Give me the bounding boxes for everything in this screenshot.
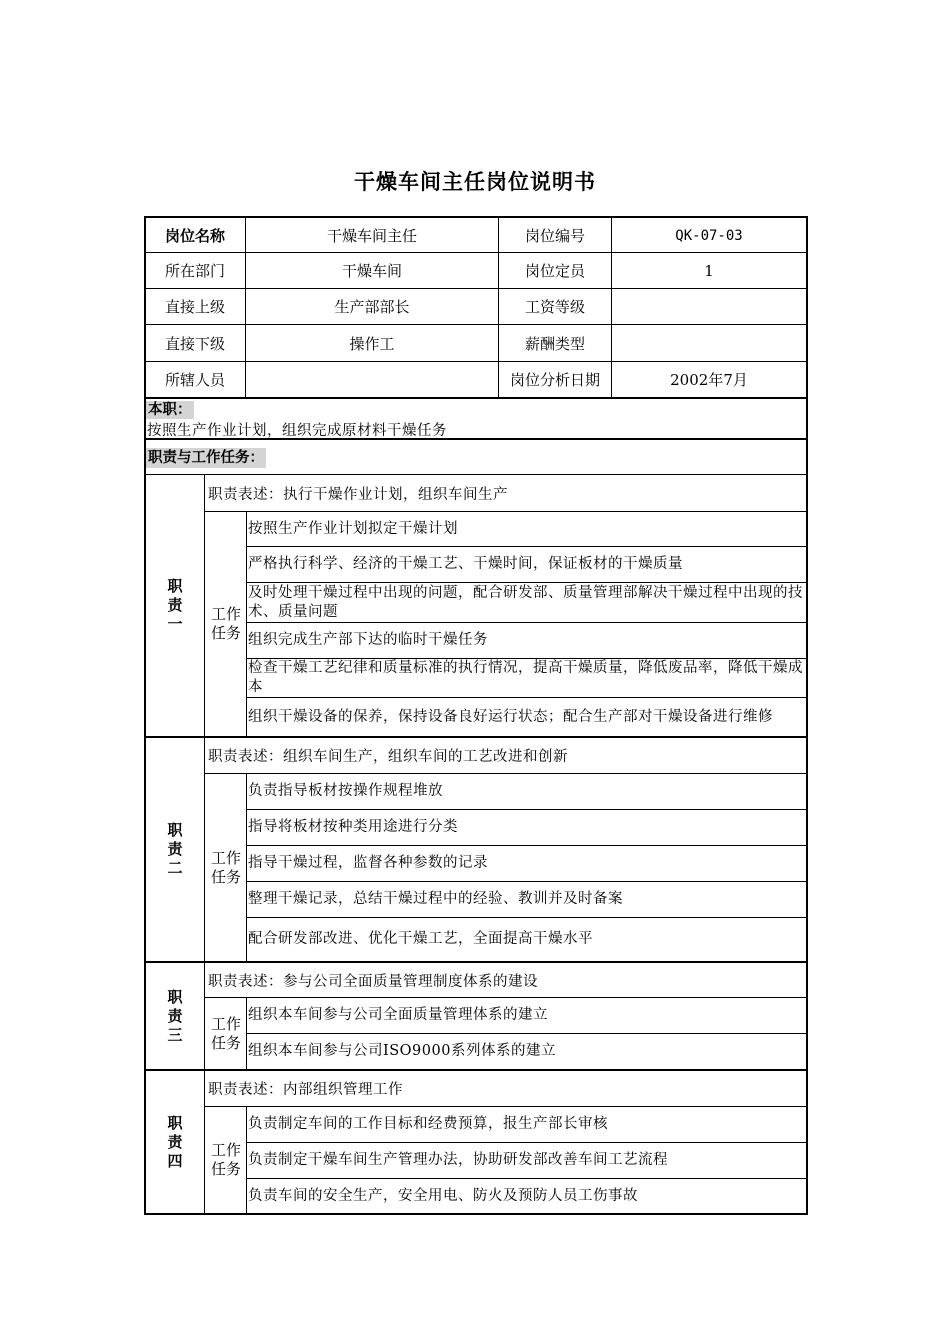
duty-3-task-2: 组织本车间参与公司ISO9000系列体系的建立 [248, 1043, 556, 1059]
duties-heading: 职责与工作任务： [148, 450, 264, 466]
label-staff: 所辖人员 [164, 371, 225, 389]
duty-1-task-2: 严格执行科学、经济的干燥工艺、干燥时间，保证板材的干燥质量 [248, 556, 683, 572]
page-title: 干燥车间主任岗位说明书 [354, 170, 596, 194]
label-position-code: 岗位编号 [524, 227, 585, 245]
duty-1-task-6: 组织干燥设备的保养，保持设备良好运行状态；配合生产部对干燥设备进行维修 [248, 708, 773, 725]
duty-4-description: 职责表述：内部组织管理工作 [208, 1082, 403, 1098]
value-position-code: QK-07-03 [675, 227, 743, 244]
duty-1-task-5: 检查干燥工艺纪律和质量标准的执行情况，提高干燥质量，降低废品率，降低干燥成本 [248, 660, 803, 695]
duty-4-task-3: 负责车间的安全生产，安全用电、防火及预防人员工伤事故 [248, 1187, 638, 1204]
label-salary-grade: 工资等级 [524, 298, 585, 316]
label-headcount: 岗位定员 [524, 262, 585, 280]
duty-1-task-1: 按照生产作业计划拟定干燥计划 [248, 520, 458, 537]
duty-2-task-4: 整理干燥记录，总结干燥过程中的经验、教训并及时备案 [248, 891, 623, 907]
value-pay-type [612, 325, 806, 361]
duty-2-task-5: 配合研发部改进、优化干燥工艺，全面提高干燥水平 [248, 931, 593, 947]
duty-2-work-task-label: 工作任务 [210, 848, 241, 886]
duty-3-work-task-label: 工作任务 [210, 1014, 241, 1052]
value-subordinate: 操作工 [349, 334, 395, 353]
value-analysis-date: 2002年7月 [670, 371, 748, 389]
duty-4-label: 职责四 [167, 1113, 183, 1170]
label-supervisor: 直接上级 [164, 298, 225, 316]
label-position-name: 岗位名称 [164, 227, 225, 245]
duty-2-task-2: 指导将板材按种类用途进行分类 [248, 819, 458, 835]
duty-2-label: 职责二 [167, 821, 183, 877]
summary-text: 按照生产作业计划，组织完成原材料干燥任务 [147, 423, 447, 439]
duty-1-work-task-label: 工作任务 [210, 605, 241, 642]
duty-4-task-2: 负责制定干燥车间生产管理办法，协助研发部改善车间工艺流程 [248, 1152, 668, 1168]
duty-3-label: 职责三 [167, 987, 183, 1044]
duty-4-work-task-label: 工作任务 [210, 1141, 241, 1178]
duty-3-description: 职责表述：参与公司全面质量管理制度体系的建设 [208, 973, 538, 990]
value-salary-grade [612, 289, 806, 324]
duty-1-task-3: 及时处理干燥过程中出现的问题，配合研发部、质量管理部解决干燥过程中出现的技术、质量问题 [248, 584, 803, 620]
duty-4-task-1: 负责制定车间的工作目标和经费预算，报生产部长审核 [248, 1116, 608, 1132]
label-analysis-date: 岗位分析日期 [509, 371, 600, 389]
label-subordinate: 直接下级 [164, 334, 225, 353]
duty-1-description: 职责表述：执行干燥作业计划，组织车间生产 [208, 486, 508, 503]
value-headcount: 1 [704, 261, 714, 280]
label-department: 所在部门 [164, 262, 225, 280]
value-staff [246, 362, 498, 397]
duty-1-task-4: 组织完成生产部下达的临时干燥任务 [248, 632, 488, 648]
value-supervisor: 生产部部长 [334, 298, 410, 316]
duty-2-task-3: 指导干燥过程，监督各种参数的记录 [248, 855, 488, 871]
duty-3-task-1: 组织本车间参与公司全面质量管理体系的建立 [248, 1007, 548, 1023]
label-pay-type: 薪酬类型 [524, 334, 585, 353]
value-position-name: 干燥车间主任 [326, 227, 417, 245]
duty-2-task-1: 负责指导板材按操作规程堆放 [248, 783, 443, 799]
duty-1-label: 职责一 [167, 577, 183, 633]
value-department: 干燥车间 [341, 262, 402, 280]
duty-2-description: 职责表述：组织车间生产，组织车间的工艺改进和创新 [208, 749, 568, 765]
summary-heading: 本职： [148, 402, 192, 418]
